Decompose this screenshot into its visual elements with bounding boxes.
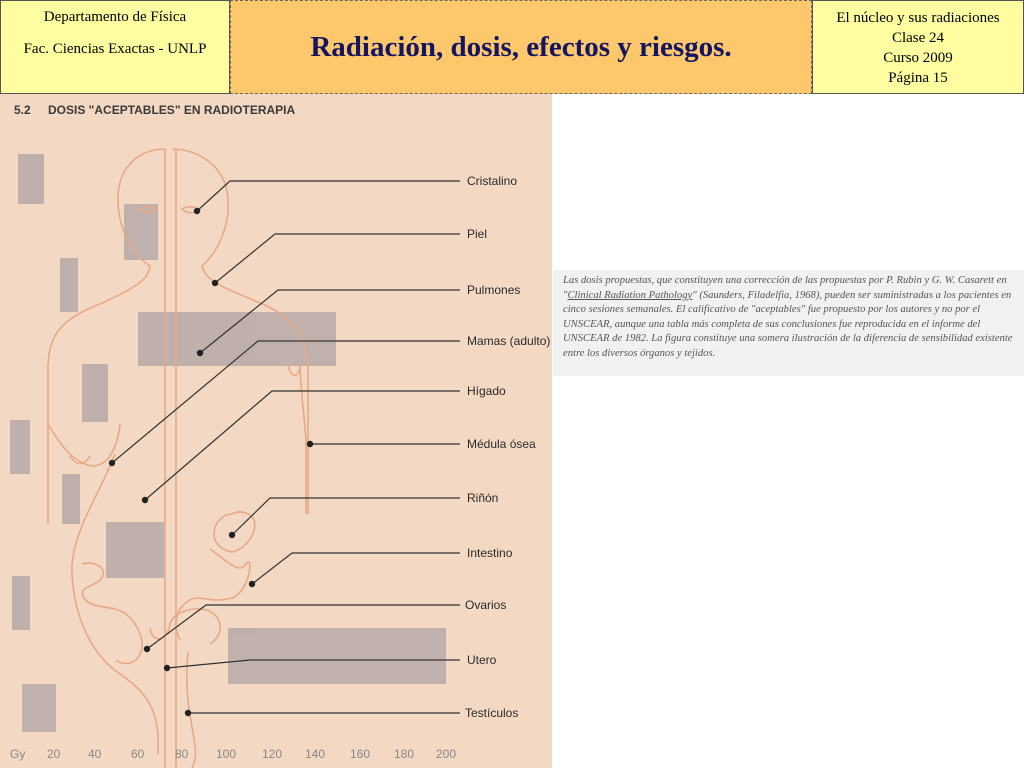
axis-tick: 180 [394,747,415,761]
faculty-name: Fac. Ciencias Exactas - UNLP [23,41,207,57]
axis-tick: 60 [131,747,145,761]
dose-bar [106,522,164,578]
dose-bar [82,364,108,422]
organ-label: Cristalino [467,174,518,188]
organ-label: Ovarios [465,598,507,612]
axis-tick: 80 [175,747,189,761]
organ-label: Riñón [467,491,499,505]
dose-bar [228,628,446,684]
class-number: Clase 24 [891,30,945,46]
dose-bar [18,154,44,204]
dose-bar [60,258,78,312]
figure-caption-note [553,270,1024,376]
axis-tick: 160 [350,747,371,761]
header-department-box [0,0,230,94]
dose-bar [22,684,56,732]
caption-text-part1: Las dosis propuestas, que constituyen una corrección de las propuestas por P. Rubin y G. W. Casarett en " [563,275,1007,301]
organ-label: Mamas (adulto) [467,334,551,348]
page-title: Radiación, dosis, efectos y riesgos. [310,30,732,63]
organ-label: Médula ósea [467,437,536,451]
axis-tick: 100 [216,747,237,761]
dose-bar [62,474,80,524]
organ-label: Utero [467,653,497,667]
caption-text-part2: " (Saunders, Filadelfia, 1968), pueden ser suministradas a los pacientes en cinco sesiones semanales. El calificativo de "aceptables" fue propuesto por los autores y no por el UNSCEAR, aunque una tabla más completa de sus conclusiones fue reproducida en el informe del UNSCEAR de 1982. La figura constituye una somera ilustración de la diferencia de sensibilidad existente entre los diversos órganos y tejidos. [563,289,1013,359]
axis-tick: 140 [305,747,326,761]
page-number: Página 15 [888,70,948,86]
organ-label: Hígado [467,384,506,398]
axis-unit-label: Gy [10,747,26,761]
organ-label: Piel [467,227,488,241]
course-year: Curso 2009 [883,50,953,66]
dose-bar [12,576,30,630]
organ-label: Testículos [465,706,519,720]
axis-tick: 120 [262,747,283,761]
axis-tick: 20 [47,747,61,761]
header-title-box [230,0,812,94]
header-course-box [812,0,1024,94]
axis-tick: 40 [88,747,102,761]
caption-book-title: Clinical Radiation Pathology [567,289,693,301]
axis-tick: 200 [436,747,457,761]
department-name: Departamento de Física [43,9,187,25]
figure-heading: DOSIS "ACEPTABLES" EN RADIOTERAPIA [48,103,296,117]
body-diagram [0,94,552,768]
course-topic: El núcleo y sus radiaciones [836,10,1000,26]
figure-number: 5.2 [14,103,31,117]
dose-bar [10,420,30,474]
organ-label: Intestino [467,546,513,560]
organ-label: Pulmones [467,283,521,297]
radiotherapy-dose-figure [0,94,552,768]
